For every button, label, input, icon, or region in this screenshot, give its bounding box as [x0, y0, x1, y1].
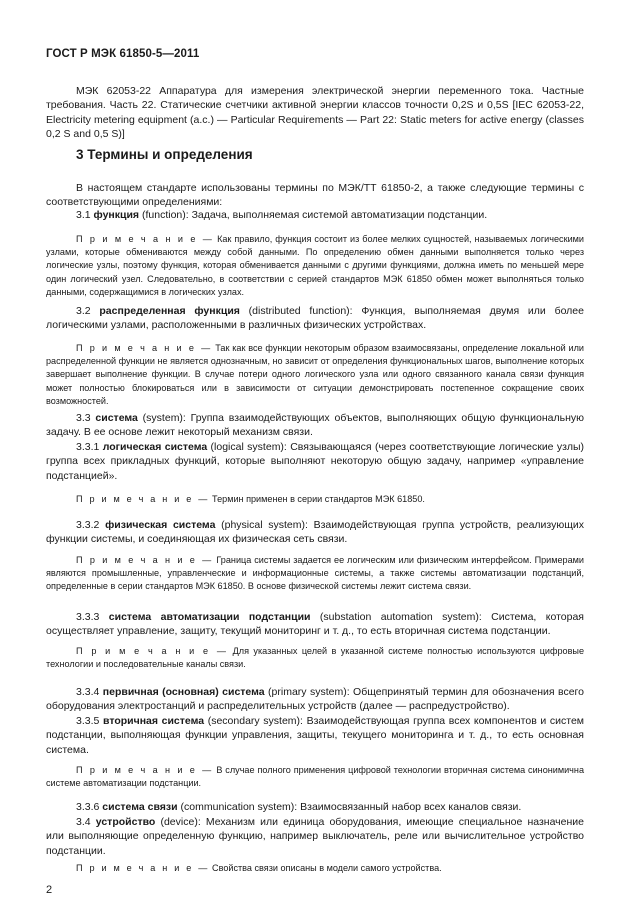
- term-definition: 3.3.4 первичная (основная) система (primary system): Общепринятый термин для обозначения всего оборудования электростанций и распределительных устройств (далее — распредустройство).: [46, 686, 584, 713]
- term-3-3-6: [46, 800, 584, 814]
- term-name: физическая система: [105, 519, 216, 531]
- note-3-3-5: [46, 764, 584, 790]
- term-name: логическая система: [102, 441, 208, 453]
- term-3-4: [46, 815, 584, 858]
- term-note: П р и м е ч а н и е — Для указанных целей в указанной системе полностью используются цифровые технологии и последовательные каналы связи.: [46, 646, 585, 670]
- page-number: 2: [46, 884, 53, 896]
- term-name: вторичная система: [103, 715, 205, 727]
- note-3-2: [46, 342, 584, 408]
- term-name: система: [95, 412, 138, 424]
- reference-block: [46, 84, 584, 141]
- term-3-3-4: [46, 685, 584, 714]
- term-note: П р и м е ч а н и е — Термин применен в серии стандартов МЭК 61850.: [76, 494, 425, 504]
- term-definition: 3.2 распределенная функция (distributed function): Функция, выполняемая двумя или более логическими узлами, расположенными в различных физических устройствах.: [46, 305, 584, 332]
- term-name: функция: [93, 209, 140, 221]
- term-definition: 3.3.3 система автоматизации подстанции (substation automation system): Система, которая осуществляет управление, защиту, текущий мониторинг и т. д., то есть вторичная система подстанции.: [46, 611, 584, 638]
- note-3-3-1: [46, 493, 584, 506]
- note-3-3-2: [46, 554, 584, 594]
- page-header: ГОСТ Р МЭК 61850-5—2011: [46, 48, 200, 60]
- intro-block: [46, 181, 584, 210]
- term-note: П р и м е ч а н и е — Свойства связи описаны в модели самого устройства.: [76, 863, 442, 873]
- term-definition: 3.1 функция (function): Задача, выполняемая системой автоматизации подстанции.: [76, 209, 488, 221]
- term-name: система автоматизации подстанции: [108, 611, 311, 623]
- term-note: П р и м е ч а н и е — В случае полного применения цифровой технологии вторичная система синонимична системе автоматизации подстанции.: [46, 765, 584, 789]
- reference-62053: МЭК 62053-22 Аппаратура для измерения электрической энергии переменного тока. Частные требования. Часть 22. Статические счетчики активной энергии классов точности 0,2S и 0,5S [IEC 62053-22, Electricity metering equipment (a.c.) — Particular Requirements — Part 22: Static meters for active energy (classes 0,2 S and 0,5 S)]: [46, 85, 584, 140]
- term-definition: 3.3.6 система связи (communication system): Взаимосвязанный набор всех каналов связи.: [76, 801, 522, 813]
- term-note: П р и м е ч а н и е — Как правило, функция состоит из более мелких сущностей, называемых логическими узлами, которые обмениваются между собой данными. По определению обмен данными выполняется только через логические узлы, поэтому функция, которая обменивается данными с другими функциями, должна иметь по меньшей мере один логический узел. Следовательно, в соответствии с серией стандартов МЭК 61850 обмен может выполняться только данными, содержащимися в логических узлах.: [46, 234, 584, 297]
- section-title: 3 Термины и определения: [76, 147, 253, 162]
- intro-paragraph: В настоящем стандарте использованы термины по МЭК/ТТ 61850-2, а также следующие термины с соответствующими определениями:: [46, 182, 584, 209]
- term-note: П р и м е ч а н и е — Так как все функции некоторым образом взаимосвязаны, определение локальной или распределенной функции не является однозначным, но зависит от определения функциональных шагов, выполнение которых завершает выполнение функции. В случае потери одного логического узла или одного связанного канала связи функция может полностью блокироваться или в зависимости от ситуации демонстрировать постепенное сокращение своих возможностей.: [46, 343, 584, 406]
- term-note: П р и м е ч а н и е — Граница системы задается ее логическим или физическим интерфейсом. Примерами являются промышленные, управленческие и информационные системы, а также системы автоматизации подстанций, определенные в серии стандартов МЭК 61850. В основе физической системы лежит система связи.: [46, 555, 584, 592]
- note-3-4: [46, 862, 584, 875]
- term-definition: 3.3 система (system): Группа взаимодействующих объектов, выполняющих общую функциональную задачу. В ее основе лежит некоторый механизм связи.: [46, 412, 584, 439]
- term-definition: 3.3.1 логическая система (logical system): Связывающаяся (через соответствующие логические узлы) группа всех прикладных функций, которые выполняют некоторую общую задачу, например «управление подстанцией».: [46, 441, 585, 482]
- term-3-2: [46, 304, 584, 333]
- term-definition: 3.4 устройство (device): Механизм или единица оборудования, имеющие специальное назначение или выполняющие определенную функцию, например выключатель, реле или вычислительное устройство подстанции.: [46, 816, 584, 857]
- term-definition: 3.3.5 вторичная система (secondary system): Взаимодействующая группа всех компонентов и систем подстанции, выполняющая функции управления, защиты, текущего мониторинга и т. д., то есть основная система.: [46, 715, 585, 756]
- term-3-3-1: [46, 440, 584, 483]
- term-definition: 3.3.2 физическая система (physical system): Взаимодействующая группа устройств, реализующих функции системы, и соединяющая их физическая сеть связи.: [46, 519, 584, 546]
- term-3-3-5: [46, 714, 584, 757]
- note-3-3-3: [46, 645, 584, 671]
- note-3-1: [46, 233, 584, 299]
- term-name: распределенная функция: [99, 305, 240, 317]
- term-3-1: [46, 208, 584, 222]
- term-name: система связи: [102, 801, 178, 813]
- term-name: устройство: [95, 816, 156, 828]
- term-3-3: [46, 411, 584, 440]
- term-3-3-2: [46, 518, 584, 547]
- term-name: первичная (основная) система: [102, 686, 265, 698]
- term-3-3-3: [46, 610, 584, 639]
